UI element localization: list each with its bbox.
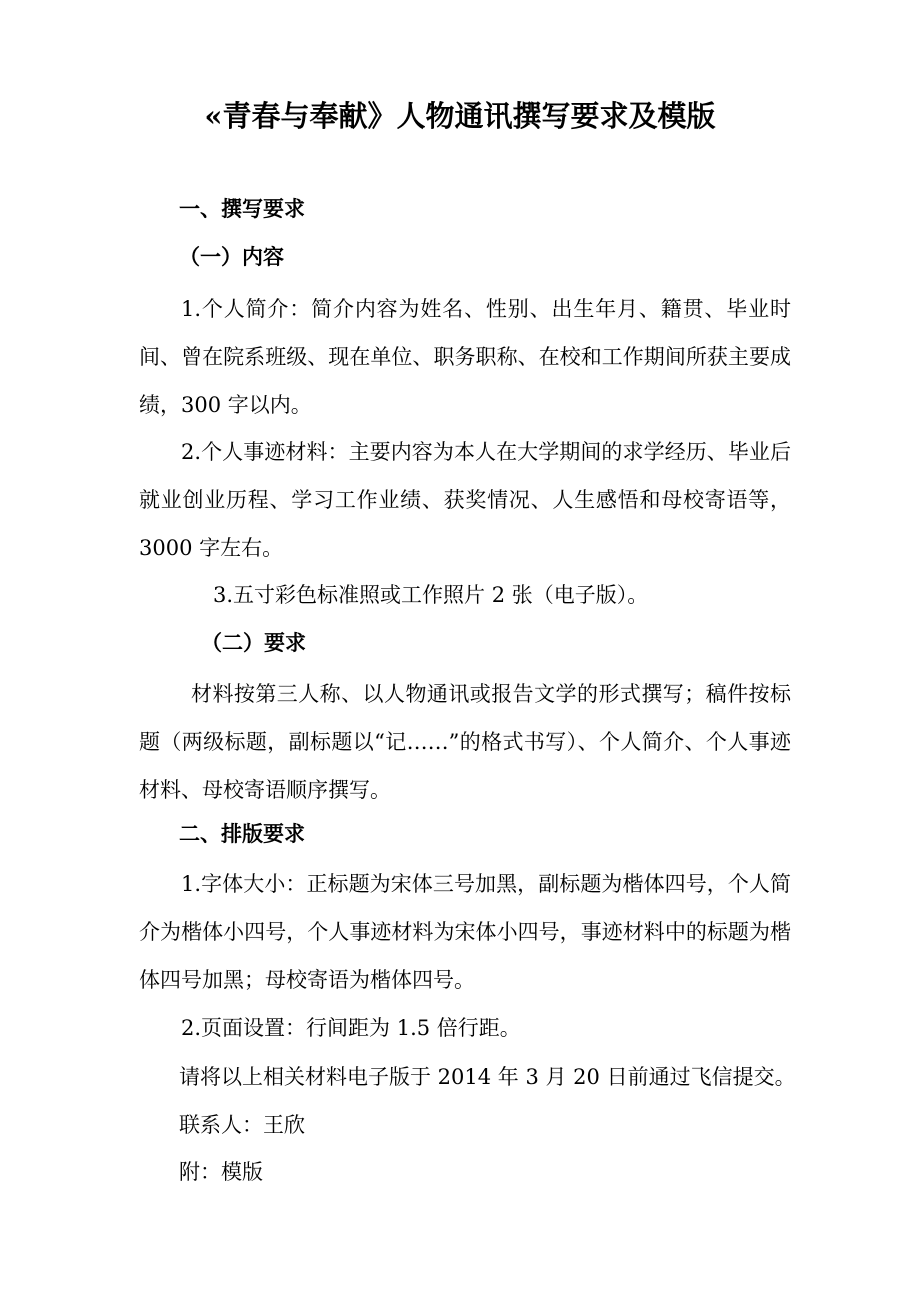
document-title: «青春与奉献》人物通讯撰写要求及模版 [204, 99, 716, 133]
attachment-note: 附：模版 [179, 1160, 263, 1184]
item-personal-deeds: 2.个人事迹材料：主要内容为本人在大学期间的求学经历、毕业后就业创业历程、学习工作业绩、获奖情况、人生感悟和母校寄语等，3000 字左右。 [139, 440, 791, 560]
item-photos: 3.五寸彩色标准照或工作照片 2 张（电子版）。 [213, 583, 649, 607]
section1-heading: 一、撰写要求 [179, 196, 305, 221]
section2-heading: 二、排版要求 [179, 821, 305, 846]
contact-person: 联系人：王欣 [179, 1113, 305, 1137]
layout-font-size: 1.字体大小：正标题为宋体三号加黑，副标题为楷体四号，个人简介为楷体小四号，个人事迹材料为宋体小四号，事迹材料中的标题为楷体四号加黑；母校寄语为楷体四号。 [139, 872, 791, 992]
layout-page-setup: 2.页面设置：行间距为 1.5 倍行距。 [181, 1016, 521, 1040]
requirement-text: 材料按第三人称、以人物通讯或报告文学的形式撰写；稿件按标题（两级标题，副标题以“记……”的格式书写）、个人简介、个人事迹材料、母校寄语顺序撰写。 [139, 682, 791, 802]
sub1-heading: （一）内容 [179, 244, 284, 269]
sub2-heading: （二）要求 [201, 630, 306, 655]
submission-note: 请将以上相关材料电子版于 2014 年 3 月 20 日前通过飞信提交。 [179, 1065, 796, 1089]
item-personal-profile: 1.个人简介：简介内容为姓名、性别、出生年月、籍贯、毕业时间、曾在院系班级、现在单位、职务职称、在校和工作期间所获主要成绩，300 字以内。 [139, 297, 791, 417]
